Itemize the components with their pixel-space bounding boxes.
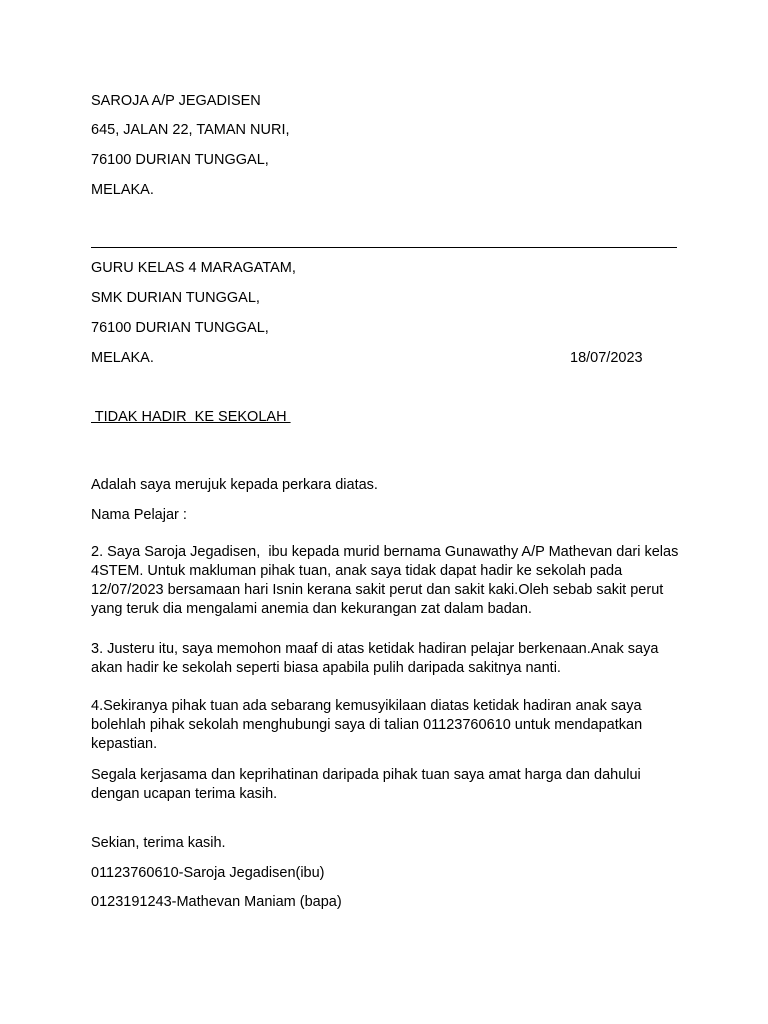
paragraph-4: 4.Sekiranya pihak tuan ada sebarang kemusyikilaan diatas ketidak hadiran anak saya bolehlah pihak sekolah menghubungi saya di talian 01123760610 untuk mendapatkan kepastian. xyxy=(91,698,647,752)
sender-name: SAROJA A/P JEGADISEN xyxy=(91,93,261,109)
sign-off: Sekian, terima kasih. xyxy=(91,835,226,851)
recipient-school: SMK DURIAN TUNGGAL, xyxy=(91,290,260,306)
student-name-label: Nama Pelajar : xyxy=(91,507,187,523)
paragraph-2: 2. Saya Saroja Jegadisen, ibu kepada murid bernama Gunawathy A/P Mathevan dari kelas 4STEM. Untuk makluman pihak tuan, anak saya tidak dapat hadir ke sekolah pada 12/07/2023 bersamaan hari Isnin kerana sakit perut dan sakit kaki.Oleh sebab sakit perut yang teruk dia mengalami anemia dan kekurangan zat dalam badan. xyxy=(91,544,683,617)
letter-subject: TIDAK HADIR KE SEKOLAH xyxy=(91,409,291,425)
sender-state: MELAKA. xyxy=(91,182,154,198)
contact-mother: 01123760610-Saroja Jegadisen(ibu) xyxy=(91,865,325,881)
recipient-state: MELAKA. xyxy=(91,350,154,366)
recipient-title: GURU KELAS 4 MARAGATAM, xyxy=(91,260,296,276)
letter-date: 18/07/2023 xyxy=(570,350,643,366)
paragraph-3: 3. Justeru itu, saya memohon maaf di atas ketidak hadiran pelajar berkenaan.Anak saya akan hadir ke sekolah seperti biasa apabila pulih daripada sakitnya nanti. xyxy=(91,641,663,676)
opening-line: Adalah saya merujuk kepada perkara diatas. xyxy=(91,477,378,493)
sender-address-line-2: 76100 DURIAN TUNGGAL, xyxy=(91,152,269,168)
sender-address-line-1: 645, JALAN 22, TAMAN NURI, xyxy=(91,122,290,138)
recipient-address: 76100 DURIAN TUNGGAL, xyxy=(91,320,269,336)
paragraph-5: Segala kerjasama dan keprihatinan daripada pihak tuan saya amat harga dan dahului dengan ucapan terima kasih. xyxy=(91,767,645,802)
divider-line xyxy=(91,247,677,248)
contact-father: 0123191243-Mathevan Maniam (bapa) xyxy=(91,894,342,910)
